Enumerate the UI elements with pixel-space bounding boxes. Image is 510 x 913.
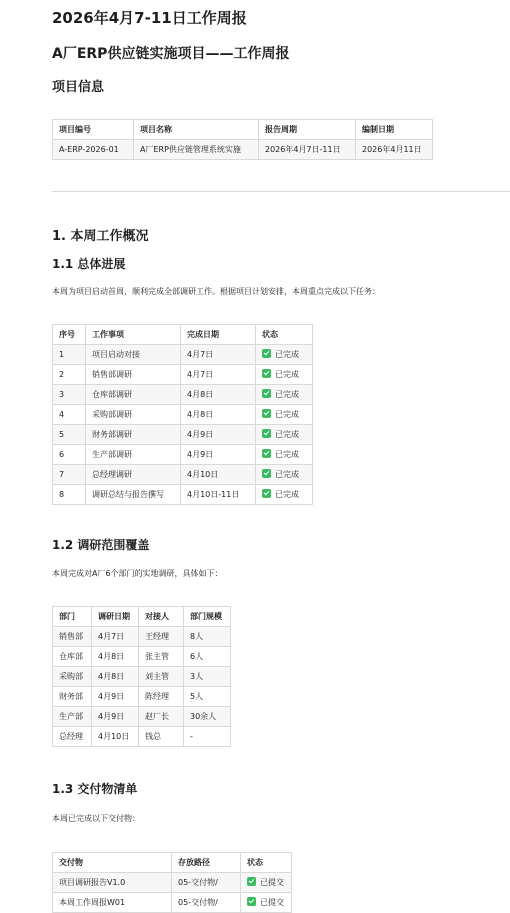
header-task: 工作事项 bbox=[86, 325, 181, 345]
table-row bbox=[53, 485, 313, 505]
header-path: 存放路径 bbox=[172, 853, 241, 873]
check-box-icon bbox=[262, 349, 271, 358]
row-date: 4月7日 bbox=[181, 345, 256, 365]
check-box-icon bbox=[247, 877, 256, 886]
row-task: 采购部调研 bbox=[86, 405, 181, 425]
section-1-heading: 1. 本周工作概况 bbox=[52, 229, 149, 244]
status-text: 已完成 bbox=[275, 490, 299, 499]
row-dept: 生产部 bbox=[53, 707, 92, 727]
progress-table bbox=[52, 324, 313, 505]
project-name: A厂ERP供应链管理系统实施 bbox=[134, 140, 259, 160]
status-text: 已完成 bbox=[275, 350, 299, 359]
check-box-icon bbox=[262, 389, 271, 398]
row-contact: 陈经理 bbox=[139, 687, 184, 707]
row-date: 4月7日 bbox=[181, 365, 256, 385]
header-project-no: 项目编号 bbox=[53, 120, 134, 140]
section-1-2-intro: 本周完成对A厂6个部门的实地调研，具体如下： bbox=[52, 569, 223, 578]
table-row bbox=[53, 627, 231, 647]
row-contact: 张主管 bbox=[139, 647, 184, 667]
check-box-icon bbox=[262, 489, 271, 498]
row-task: 销售部调研 bbox=[86, 365, 181, 385]
status-text: 已完成 bbox=[275, 410, 299, 419]
check-box-icon bbox=[262, 369, 271, 378]
row-no: 6 bbox=[53, 445, 86, 465]
table-row bbox=[53, 727, 231, 747]
row-date: 4月8日 bbox=[92, 667, 139, 687]
status-text: 已完成 bbox=[275, 390, 299, 399]
row-task: 项目启动对接 bbox=[86, 345, 181, 365]
row-no: 8 bbox=[53, 485, 86, 505]
section-1-3-intro: 本周已完成以下交付物： bbox=[52, 814, 140, 823]
report-title: A厂ERP供应链实施项目——工作周报 bbox=[52, 46, 290, 62]
check-box-icon bbox=[262, 409, 271, 418]
row-dept: 仓库部 bbox=[53, 647, 92, 667]
table-row bbox=[53, 893, 292, 913]
row-date: 4月9日 bbox=[181, 425, 256, 445]
section-1-3-heading: 1.3 交付物清单 bbox=[52, 782, 138, 796]
row-size: 8人 bbox=[184, 627, 231, 647]
row-no: 4 bbox=[53, 405, 86, 425]
section-1-2-heading: 1.2 调研范围覆盖 bbox=[52, 538, 150, 552]
report-period: 2026年4月7日-11日 bbox=[259, 140, 356, 160]
table-row bbox=[53, 365, 313, 385]
row-dept: 总经理 bbox=[53, 727, 92, 747]
row-task: 仓库部调研 bbox=[86, 385, 181, 405]
divider bbox=[52, 191, 510, 192]
section-1-1-heading: 1.1 总体进展 bbox=[52, 257, 126, 271]
row-status bbox=[256, 365, 313, 385]
header-project-name: 项目名称 bbox=[134, 120, 259, 140]
status-text: 已提交 bbox=[260, 898, 284, 907]
check-box-icon bbox=[262, 469, 271, 478]
row-status bbox=[256, 445, 313, 465]
row-status bbox=[256, 465, 313, 485]
table-row bbox=[53, 385, 313, 405]
row-status bbox=[256, 425, 313, 445]
row-date: 4月8日 bbox=[92, 647, 139, 667]
row-dept: 采购部 bbox=[53, 667, 92, 687]
row-status bbox=[241, 873, 292, 893]
project-info-heading: 项目信息 bbox=[52, 80, 105, 95]
row-status bbox=[256, 385, 313, 405]
table-row bbox=[53, 667, 231, 687]
row-dept: 销售部 bbox=[53, 627, 92, 647]
row-task: 财务部调研 bbox=[86, 425, 181, 445]
table-row bbox=[53, 405, 313, 425]
table-row bbox=[53, 707, 231, 727]
row-deliverable: 项目调研报告V1.0 bbox=[53, 873, 172, 893]
row-dept: 财务部 bbox=[53, 687, 92, 707]
table-row bbox=[53, 445, 313, 465]
row-no: 2 bbox=[53, 365, 86, 385]
header-contact: 对接人 bbox=[139, 607, 184, 627]
header-no: 序号 bbox=[53, 325, 86, 345]
row-date: 4月9日 bbox=[92, 707, 139, 727]
check-box-icon bbox=[247, 897, 256, 906]
header-dept-size: 部门规模 bbox=[184, 607, 231, 627]
table-row bbox=[53, 425, 313, 445]
row-status bbox=[241, 893, 292, 913]
status-text: 已提交 bbox=[260, 878, 284, 887]
header-compile-date: 编制日期 bbox=[356, 120, 433, 140]
row-path: 05-交付物/ bbox=[172, 893, 241, 913]
row-date: 4月10日 bbox=[181, 465, 256, 485]
compile-date: 2026年4月11日 bbox=[356, 140, 433, 160]
row-size: 6人 bbox=[184, 647, 231, 667]
row-status bbox=[256, 485, 313, 505]
row-contact: 赵厂长 bbox=[139, 707, 184, 727]
table-row bbox=[53, 687, 231, 707]
row-task: 总经理调研 bbox=[86, 465, 181, 485]
scope-table bbox=[52, 606, 231, 747]
header-done-date: 完成日期 bbox=[181, 325, 256, 345]
row-date: 4月9日 bbox=[181, 445, 256, 465]
row-contact: 王经理 bbox=[139, 627, 184, 647]
status-text: 已完成 bbox=[275, 370, 299, 379]
table-row bbox=[53, 465, 313, 485]
row-size: 5人 bbox=[184, 687, 231, 707]
check-box-icon bbox=[262, 429, 271, 438]
row-contact: 钱总 bbox=[139, 727, 184, 747]
row-status bbox=[256, 345, 313, 365]
row-deliverable: 本周工作周报W01 bbox=[53, 893, 172, 913]
row-no: 7 bbox=[53, 465, 86, 485]
header-report-period: 报告周期 bbox=[259, 120, 356, 140]
row-size: - bbox=[184, 727, 231, 747]
row-date: 4月7日 bbox=[92, 627, 139, 647]
table-row bbox=[53, 647, 231, 667]
project-info-table bbox=[52, 119, 433, 160]
table-row bbox=[53, 345, 313, 365]
document-title: 2026年4月7-11日工作周报 bbox=[52, 9, 247, 27]
row-status bbox=[256, 405, 313, 425]
header-status: 状态 bbox=[256, 325, 313, 345]
header-dept: 部门 bbox=[53, 607, 92, 627]
row-path: 05-交付物/ bbox=[172, 873, 241, 893]
row-date: 4月9日 bbox=[92, 687, 139, 707]
row-no: 5 bbox=[53, 425, 86, 445]
header-deliverable: 交付物 bbox=[53, 853, 172, 873]
status-text: 已完成 bbox=[275, 470, 299, 479]
section-1-1-intro: 本周为项目启动首周，顺利完成全部调研工作。根据项目计划安排，本周重点完成以下任务： bbox=[52, 287, 380, 296]
deliverables-table bbox=[52, 852, 292, 913]
status-text: 已完成 bbox=[275, 430, 299, 439]
row-no: 3 bbox=[53, 385, 86, 405]
check-box-icon bbox=[262, 449, 271, 458]
row-date: 4月10日 bbox=[92, 727, 139, 747]
row-size: 30余人 bbox=[184, 707, 231, 727]
header-status: 状态 bbox=[241, 853, 292, 873]
row-date: 4月10日-11日 bbox=[181, 485, 256, 505]
row-task: 调研总结与报告撰写 bbox=[86, 485, 181, 505]
table-row bbox=[53, 873, 292, 893]
row-task: 生产部调研 bbox=[86, 445, 181, 465]
header-survey-date: 调研日期 bbox=[92, 607, 139, 627]
row-no: 1 bbox=[53, 345, 86, 365]
row-size: 3人 bbox=[184, 667, 231, 687]
status-text: 已完成 bbox=[275, 450, 299, 459]
row-date: 4月8日 bbox=[181, 405, 256, 425]
row-contact: 刘主管 bbox=[139, 667, 184, 687]
row-date: 4月8日 bbox=[181, 385, 256, 405]
project-no: A-ERP-2026-01 bbox=[53, 140, 134, 160]
